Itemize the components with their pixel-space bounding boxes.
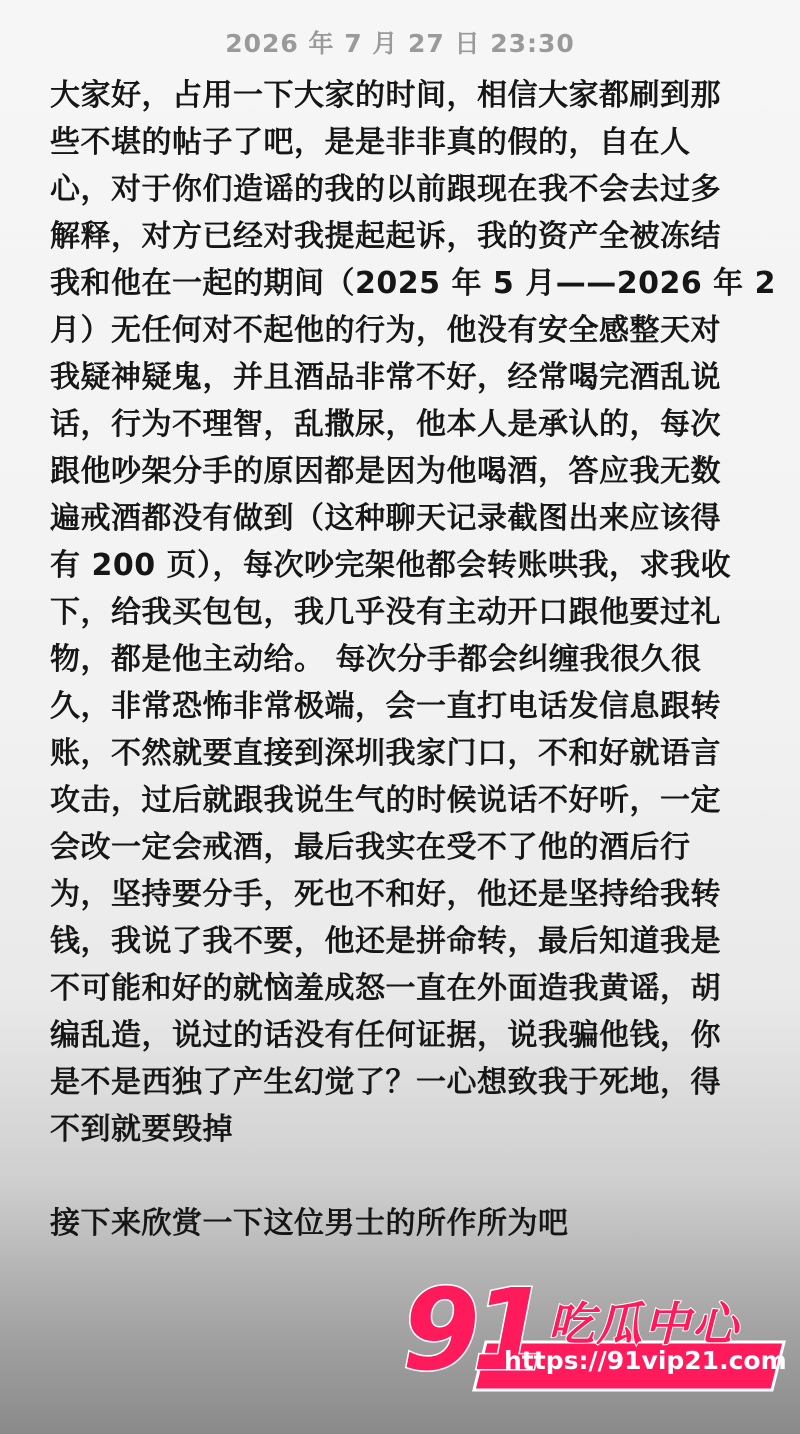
note-line: 心，对于你们造谣的我的以前跟现在我不会去过多 — [50, 172, 721, 207]
closing-line: 接下来欣赏一下这位男士的所作所为吧 — [50, 1206, 569, 1241]
note-line: 大家好，占用一下大家的时间，相信大家都刷到那 — [50, 78, 721, 113]
note-line: 些不堪的帖子了吧，是是非非真的假的，自在人 — [50, 125, 691, 160]
note-line: 久，非常恐怖非常极端，会一直打电话发信息跟转 — [50, 689, 721, 724]
note-line: 是不是西独了产生幻觉了？一心想致我于死地，得 — [50, 1065, 721, 1100]
note-line: 下，给我买包包，我几乎没有主动开口跟他要过礼 — [50, 595, 721, 630]
note-body — [50, 72, 776, 1247]
note-line: 会改一定会戒酒，最后我实在受不了他的酒后行 — [50, 830, 691, 865]
post-timestamp: 2026 年 7 月 27 日 23:30 — [225, 29, 575, 58]
note-line: 遍戒酒都没有做到（这种聊天记录截图出来应该得 — [50, 501, 721, 536]
note-line: 物，都是他主动给。 每次分手都会纠缠我很久很 — [50, 642, 702, 677]
note-line: 为，坚持要分手，死也不和好，他还是坚持给我转 — [50, 877, 721, 912]
note-line: 不可能和好的就恼羞成怒一直在外面造我黄谣，胡 — [50, 971, 721, 1006]
watermark-number: 91 — [402, 1266, 542, 1396]
note-line: 有 200 页），每次吵完架他都会转账哄我，求我收 — [50, 548, 732, 583]
note-line: 不到就要毁掉 — [50, 1112, 233, 1147]
site-watermark-logo — [400, 1266, 792, 1420]
note-line: 我疑神疑鬼，并且酒品非常不好，经常喝完酒乱说 — [50, 360, 721, 395]
watermark-url: https://91vip21.com — [504, 1346, 787, 1375]
note-line: 账，不然就要直接到深圳我家门口，不和好就语言 — [50, 736, 721, 771]
note-line: 攻击，过后就跟我说生气的时候说话不好听，一定 — [50, 783, 721, 818]
note-line: 话，行为不理智，乱撒尿，他本人是承认的，每次 — [50, 407, 721, 442]
note-line: 我和他在一起的期间（2025 年 5 月——2026 年 2 — [50, 266, 776, 301]
note-line: 解释，对方已经对我提起起诉，我的资产全被冻结 — [50, 219, 721, 254]
note-line: 跟他吵架分手的原因都是因为他喝酒，答应我无数 — [50, 454, 721, 489]
note-line: 钱，我说了我不要，他还是拼命转，最后知道我是 — [50, 924, 721, 959]
note-line: 月）无任何对不起他的行为，他没有安全感整天对 — [50, 313, 721, 348]
watermark-brand: 吃瓜中心 — [548, 1297, 740, 1351]
note-line: 编乱造，说过的话没有任何证据，说我骗他钱，你 — [50, 1018, 721, 1053]
